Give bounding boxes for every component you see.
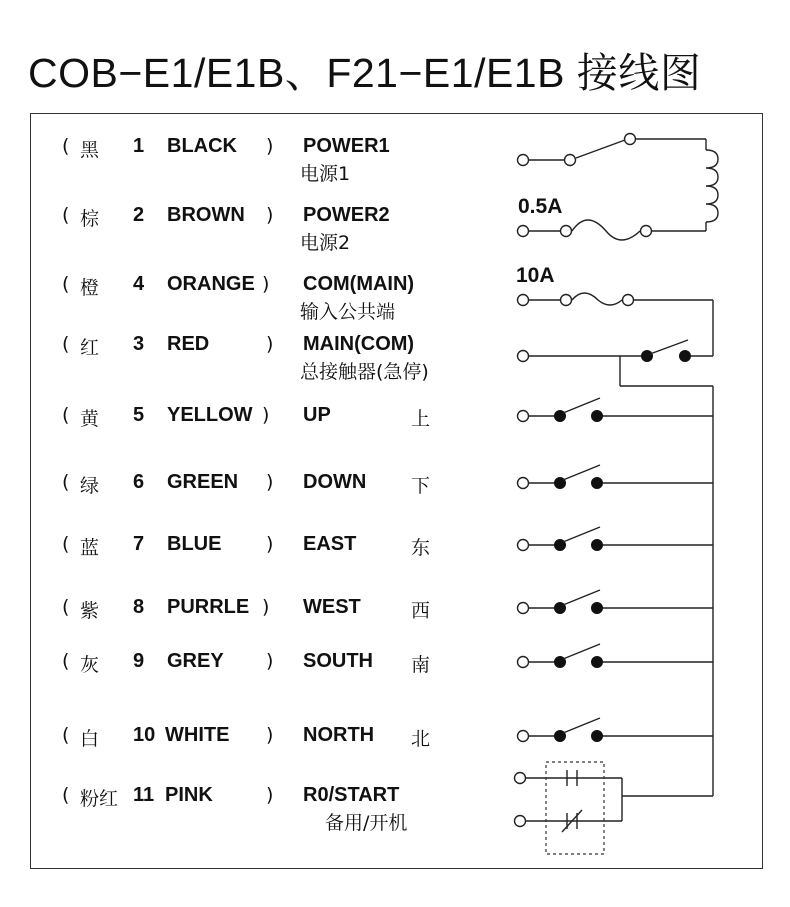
terminal-number: 5 [133, 404, 145, 426]
fuse-end [641, 226, 652, 237]
function-label-cn: 备用/开机 [325, 812, 408, 834]
fuse-rating-large: 10A [516, 264, 555, 287]
terminal-number: 10 [133, 724, 156, 746]
fuse-end [561, 226, 572, 237]
function-label-cn: 电源2 [300, 232, 351, 254]
wire-color-en: BLACK [167, 135, 237, 157]
terminal-power2 [518, 226, 529, 237]
wire-color-cn: 棕 [80, 208, 100, 230]
terminal-number: 7 [133, 533, 145, 555]
terminal-power1 [518, 155, 529, 166]
terminal-number: 3 [133, 333, 145, 355]
wire-color-cn: 黑 [80, 139, 100, 161]
terminal-input [518, 657, 529, 668]
open-paren: ( [62, 471, 70, 493]
function-label: EAST [303, 533, 357, 555]
wire-color-en: PURRLE [167, 596, 250, 618]
terminal-number: 9 [133, 650, 145, 672]
function-label: UP [303, 404, 331, 426]
dashed-enclosure [546, 762, 604, 854]
wire-color-cn: 橙 [80, 277, 100, 299]
direction-cn: 上 [411, 408, 431, 430]
function-label: NORTH [303, 724, 375, 746]
terminal-number: 4 [133, 273, 145, 295]
wire-color-en: RED [167, 333, 210, 355]
close-paren: ) [266, 724, 274, 746]
wire-color-en: YELLOW [167, 404, 253, 426]
wire-color-en: ORANGE [167, 273, 255, 295]
terminal-com [518, 295, 529, 306]
open-paren: ( [62, 533, 70, 555]
wire-color-cn: 绿 [80, 475, 100, 497]
direction-cn: 西 [411, 600, 431, 622]
function-label: DOWN [303, 471, 367, 493]
terminal-input [518, 603, 529, 614]
wire-color-en: GREY [167, 650, 224, 672]
wire-color-en: GREEN [167, 471, 239, 493]
function-label: POWER1 [303, 135, 390, 157]
fuse-0.5A [572, 220, 640, 240]
wire-color-en: PINK [165, 784, 213, 806]
fuse-end [561, 295, 572, 306]
close-paren: ) [266, 135, 274, 157]
switch-pivot [565, 155, 576, 166]
open-paren: ( [62, 404, 70, 426]
fuse-10A [572, 293, 622, 305]
switch-contact [592, 603, 603, 614]
wire-color-cn: 黄 [80, 408, 100, 430]
switch-contact [592, 478, 603, 489]
terminal-number: 8 [133, 596, 145, 618]
wire-color-cn: 紫 [80, 600, 100, 622]
direction-cn: 下 [411, 475, 431, 497]
wire-color-cn: 灰 [80, 654, 100, 676]
switch-contact [592, 411, 603, 422]
open-paren: ( [62, 784, 70, 806]
open-paren: ( [62, 650, 70, 672]
close-paren: ) [266, 533, 274, 555]
switch-contact [625, 134, 636, 145]
close-paren: ) [266, 333, 274, 355]
close-paren: ) [266, 204, 274, 226]
diagram-title: COB−E1/E1B、F21−E1/E1B 接线图 [28, 50, 702, 96]
terminal-input [518, 411, 529, 422]
terminal-start [515, 816, 526, 827]
switch-contact [592, 540, 603, 551]
close-paren: ) [266, 650, 274, 672]
function-label: COM(MAIN) [303, 273, 415, 295]
close-paren: ) [262, 404, 270, 426]
terminal-number: 1 [133, 135, 145, 157]
close-paren: ) [266, 784, 274, 806]
wire-color-cn: 白 [80, 728, 100, 750]
function-label: R0/START [303, 784, 400, 806]
terminal-number: 6 [133, 471, 145, 493]
close-paren: ) [266, 471, 274, 493]
contact [680, 351, 691, 362]
direction-cn: 南 [411, 654, 431, 676]
open-paren: ( [62, 724, 70, 746]
switch-blade [576, 140, 625, 158]
function-label: WEST [303, 596, 361, 618]
open-paren: ( [62, 333, 70, 355]
terminal-input [518, 731, 529, 742]
open-paren: ( [62, 204, 70, 226]
open-paren: ( [62, 596, 70, 618]
function-label: MAIN(COM) [303, 333, 415, 355]
function-label: POWER2 [303, 204, 390, 226]
wire-color-cn: 蓝 [80, 537, 100, 559]
switch-contact [592, 657, 603, 668]
wire-color-en: BLUE [167, 533, 222, 555]
switch-contact [592, 731, 603, 742]
terminal-number: 2 [133, 204, 145, 226]
terminal-input [518, 540, 529, 551]
fuse-end [623, 295, 634, 306]
function-label-cn: 输入公共端 [300, 301, 396, 323]
terminal-number: 11 [133, 784, 155, 806]
open-paren: ( [62, 273, 70, 295]
terminal-input [518, 478, 529, 489]
wire-color-en: WHITE [165, 724, 230, 746]
terminal-start [515, 773, 526, 784]
function-label-cn: 电源1 [300, 163, 351, 185]
fuse-rating-small: 0.5A [518, 195, 563, 218]
wire-color-en: BROWN [167, 204, 245, 226]
direction-cn: 东 [411, 537, 431, 559]
function-label: SOUTH [303, 650, 373, 672]
wire-color-cn: 红 [80, 337, 100, 359]
wire-color-cn: 粉红 [80, 788, 119, 810]
close-paren: ) [262, 273, 270, 295]
coil [706, 150, 718, 222]
function-label-cn: 总接触器(急停) [300, 361, 429, 383]
contact [642, 351, 653, 362]
open-paren: ( [62, 135, 70, 157]
close-paren: ) [262, 596, 270, 618]
direction-cn: 北 [411, 728, 431, 750]
terminal-main [518, 351, 529, 362]
